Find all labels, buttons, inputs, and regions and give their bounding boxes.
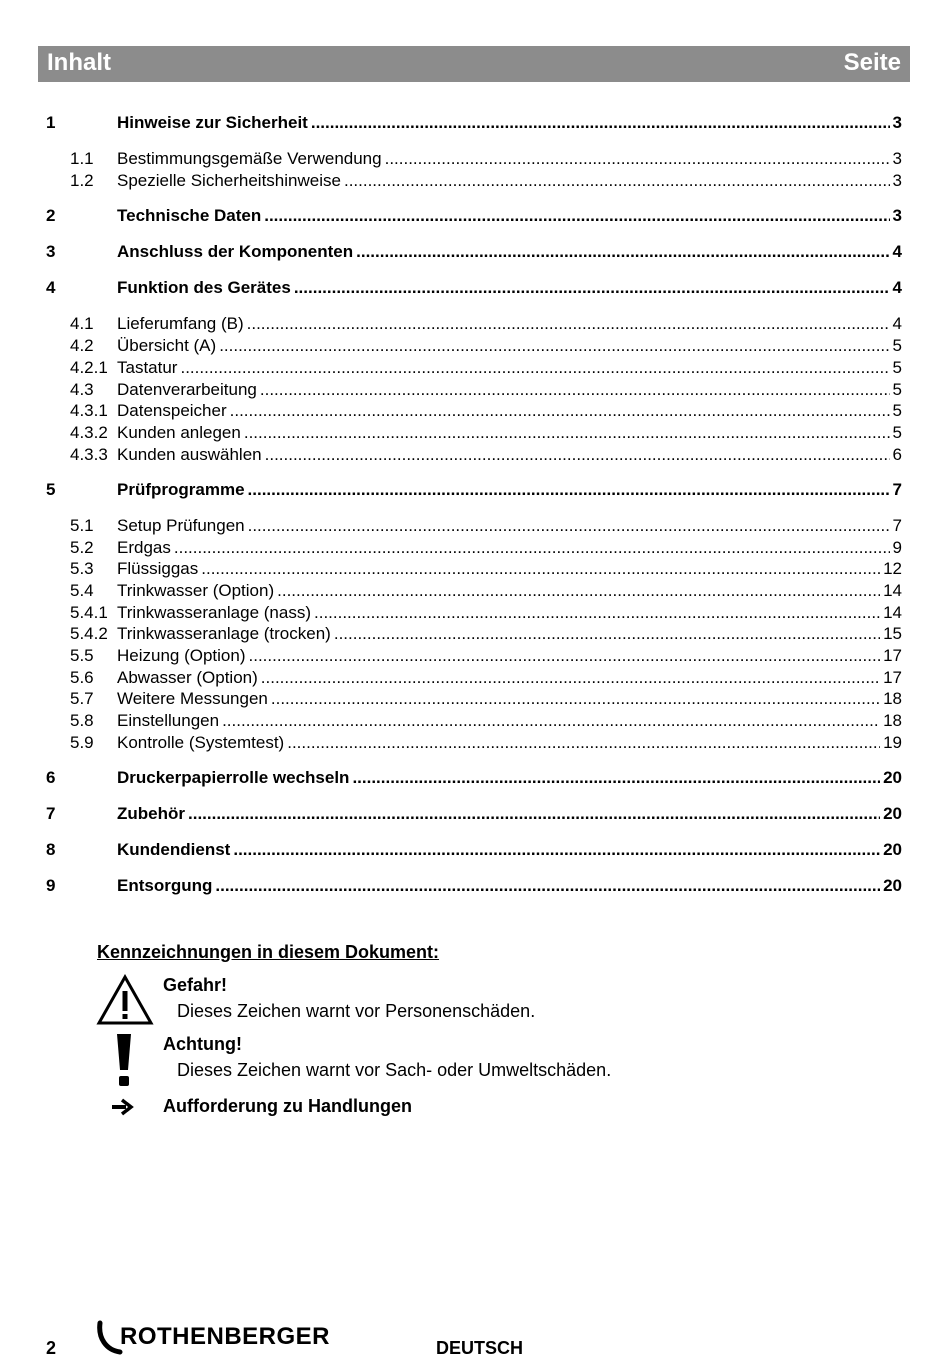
danger-description: Dieses Zeichen warnt vor Personenschäden. — [177, 1001, 536, 1021]
toc-title: Bestimmungsgemäße Verwendung — [117, 149, 382, 168]
toc-page-number: 12 — [883, 559, 902, 578]
toc-title: Trinkwasser (Option) — [117, 581, 275, 600]
toc-page-number: 4 — [892, 242, 902, 261]
toc-leader-dots — [294, 277, 890, 299]
toc-page-number: 14 — [883, 581, 902, 600]
toc-page-number: 5 — [892, 401, 902, 420]
toc-page-number: 7 — [892, 516, 902, 535]
toc-number: 5.3 — [70, 559, 94, 578]
toc-row — [46, 335, 902, 357]
arrow-right-icon — [111, 1098, 135, 1116]
toc-page-number: 20 — [883, 876, 902, 895]
toc-title: Prüfprogramme — [117, 480, 245, 499]
toc-page-number: 9 — [892, 538, 902, 557]
toc-title: Spezielle Sicherheitshinweise — [117, 171, 341, 190]
toc-page-number: 4 — [892, 314, 902, 333]
toc-number: 8 — [46, 840, 56, 859]
toc-number: 4.3.1 — [70, 401, 108, 420]
toc-page-number: 3 — [892, 149, 902, 168]
toc-number: 4.3 — [70, 380, 94, 399]
toc-page-number: 20 — [883, 768, 902, 787]
rothenberger-logo — [96, 1318, 348, 1358]
toc-leader-dots — [188, 803, 880, 825]
toc-page-number: 5 — [892, 423, 902, 442]
toc-title: Übersicht (A) — [117, 336, 217, 355]
toc-number: 4 — [46, 278, 56, 297]
toc-leader-dots — [174, 537, 890, 559]
toc-title: Hinweise zur Sicherheit — [117, 113, 308, 132]
toc-page-number: 17 — [883, 668, 902, 687]
toc-leader-dots — [249, 645, 881, 667]
toc-number: 4.3.2 — [70, 423, 108, 442]
toc-title: Datenverarbeitung — [117, 380, 257, 399]
toc-leader-dots — [271, 688, 880, 710]
toc-page-number: 4 — [892, 278, 902, 297]
toc-row — [46, 732, 902, 754]
toc-title: Einstellungen — [117, 711, 220, 730]
toc-number: 1 — [46, 113, 56, 132]
toc-row — [46, 357, 902, 379]
toc-leader-dots — [344, 170, 890, 192]
toc-title: Anschluss der Komponenten — [117, 242, 354, 261]
toc-leader-dots — [264, 205, 889, 227]
toc-page-number: 6 — [892, 445, 902, 464]
toc-number: 1.2 — [70, 171, 94, 190]
toc-row — [46, 241, 902, 263]
toc-page-number: 18 — [883, 689, 902, 708]
toc-leader-dots — [248, 515, 890, 537]
toc-row — [46, 645, 902, 667]
toc-row — [46, 112, 902, 134]
toc-number: 3 — [46, 242, 56, 261]
toc-leader-dots — [219, 335, 889, 357]
toc-row — [46, 444, 902, 466]
toc-row — [46, 313, 902, 335]
toc-row — [46, 205, 902, 227]
toc-row — [46, 839, 902, 861]
toc-leader-dots — [260, 379, 890, 401]
toc-row — [46, 558, 902, 580]
toc-page-number: 14 — [883, 603, 902, 622]
toc-title: Zubehör — [117, 804, 185, 823]
toc-title: Technische Daten — [117, 206, 262, 225]
toc-number: 4.1 — [70, 314, 94, 333]
toc-leader-dots — [180, 357, 889, 379]
toc-row — [46, 422, 902, 444]
toc-number: 4.2 — [70, 336, 94, 355]
action-heading: Aufforderung zu Handlungen — [163, 1096, 412, 1116]
toc-title: Druckerpapierrolle wechseln — [117, 768, 350, 787]
toc-title: Datenspeicher — [117, 401, 227, 420]
toc-leader-dots — [311, 112, 890, 134]
toc-row — [46, 580, 902, 602]
toc-leader-dots — [277, 580, 880, 602]
toc-row — [46, 479, 902, 501]
toc-title: Funktion des Gerätes — [117, 278, 291, 297]
svg-text:ROTHENBERGER: ROTHENBERGER — [120, 1323, 331, 1350]
warning-triangle-icon — [96, 974, 154, 1026]
toc-leader-dots — [385, 148, 890, 170]
toc-number: 5.2 — [70, 538, 94, 557]
toc-title: Tastatur — [117, 358, 178, 377]
toc-number: 4.2.1 — [70, 358, 108, 377]
toc-leader-dots — [334, 623, 880, 645]
danger-heading: Gefahr! — [163, 975, 228, 995]
toc-row — [46, 688, 902, 710]
toc-number: 5.6 — [70, 668, 94, 687]
toc-leader-dots — [201, 558, 880, 580]
toc-leader-dots — [287, 732, 880, 754]
header-title: Inhalt — [47, 49, 111, 76]
toc-row — [46, 400, 902, 422]
toc-row — [46, 710, 902, 732]
toc-number: 5.7 — [70, 689, 94, 708]
toc-title: Erdgas — [117, 538, 171, 557]
toc-row — [46, 767, 902, 789]
toc-page-number: 3 — [892, 171, 902, 190]
toc-number: 5.5 — [70, 646, 94, 665]
page-number: 2 — [46, 1338, 57, 1358]
toc-number: 5.9 — [70, 733, 94, 752]
toc-page-number: 15 — [883, 624, 902, 643]
toc-leader-dots — [233, 839, 880, 861]
toc-number: 7 — [46, 804, 56, 823]
toc-row — [46, 803, 902, 825]
toc-number: 5 — [46, 480, 56, 499]
toc-page-number: 20 — [883, 840, 902, 859]
toc-page-number: 5 — [892, 380, 902, 399]
toc-row — [46, 602, 902, 624]
toc-title: Entsorgung — [117, 876, 213, 895]
toc-number: 9 — [46, 876, 56, 895]
toc-title: Abwasser (Option) — [117, 668, 258, 687]
toc-page-number: 17 — [883, 646, 902, 665]
toc-leader-dots — [244, 422, 890, 444]
toc-leader-dots — [352, 767, 880, 789]
toc-number: 5.4.2 — [70, 624, 108, 643]
toc-title: Kontrolle (Systemtest) — [117, 733, 285, 752]
toc-title: Kunden anlegen — [117, 423, 241, 442]
toc-row — [46, 277, 902, 299]
toc-leader-dots — [314, 602, 880, 624]
caution-heading: Achtung! — [163, 1034, 242, 1054]
toc-number: 1.1 — [70, 149, 94, 168]
toc-page-number: 3 — [892, 113, 902, 132]
toc-number: 5.4.1 — [70, 603, 108, 622]
toc-number: 2 — [46, 206, 56, 225]
toc-row — [46, 875, 902, 897]
language-label: DEUTSCH — [436, 1338, 524, 1358]
toc-title: Flüssiggas — [117, 559, 199, 578]
toc-leader-dots — [230, 400, 890, 422]
toc-row — [46, 170, 902, 192]
toc-title: Heizung (Option) — [117, 646, 246, 665]
toc-number: 5.1 — [70, 516, 94, 535]
toc-page-number: 5 — [892, 336, 902, 355]
toc-leader-dots — [356, 241, 889, 263]
toc-leader-dots — [215, 875, 880, 897]
toc-row — [46, 537, 902, 559]
toc-title: Lieferumfang (B) — [117, 314, 244, 333]
toc-page-number: 19 — [883, 733, 902, 752]
toc-title: Kundendienst — [117, 840, 231, 859]
header-page-label: Seite — [843, 49, 901, 76]
toc-row — [46, 623, 902, 645]
toc-row — [46, 515, 902, 537]
toc-title: Trinkwasseranlage (trocken) — [117, 624, 331, 643]
toc-number: 6 — [46, 768, 56, 787]
toc-leader-dots — [248, 479, 890, 501]
toc-number: 4.3.3 — [70, 445, 108, 464]
toc-title: Kunden auswählen — [117, 445, 262, 464]
toc-page-number: 18 — [883, 711, 902, 730]
legend-title: Kennzeichnungen in diesem Dokument: — [97, 942, 440, 962]
toc-leader-dots — [247, 313, 890, 335]
toc-row — [46, 379, 902, 401]
exclamation-icon — [112, 1032, 136, 1088]
toc-row — [46, 667, 902, 689]
toc-page-number: 7 — [892, 480, 902, 499]
toc-leader-dots — [261, 667, 880, 689]
toc-row — [46, 148, 902, 170]
toc-page-number: 5 — [892, 358, 902, 377]
header-bar — [38, 46, 910, 82]
toc-page-number: 3 — [892, 206, 902, 225]
toc-title: Weitere Messungen — [117, 689, 268, 708]
toc-number: 5.8 — [70, 711, 94, 730]
caution-description: Dieses Zeichen warnt vor Sach- oder Umweltschäden. — [177, 1060, 612, 1080]
toc-leader-dots — [265, 444, 890, 466]
toc-title: Trinkwasseranlage (nass) — [117, 603, 311, 622]
toc-leader-dots — [222, 710, 880, 732]
toc-number: 5.4 — [70, 581, 94, 600]
toc-page-number: 20 — [883, 804, 902, 823]
toc-title: Setup Prüfungen — [117, 516, 245, 535]
